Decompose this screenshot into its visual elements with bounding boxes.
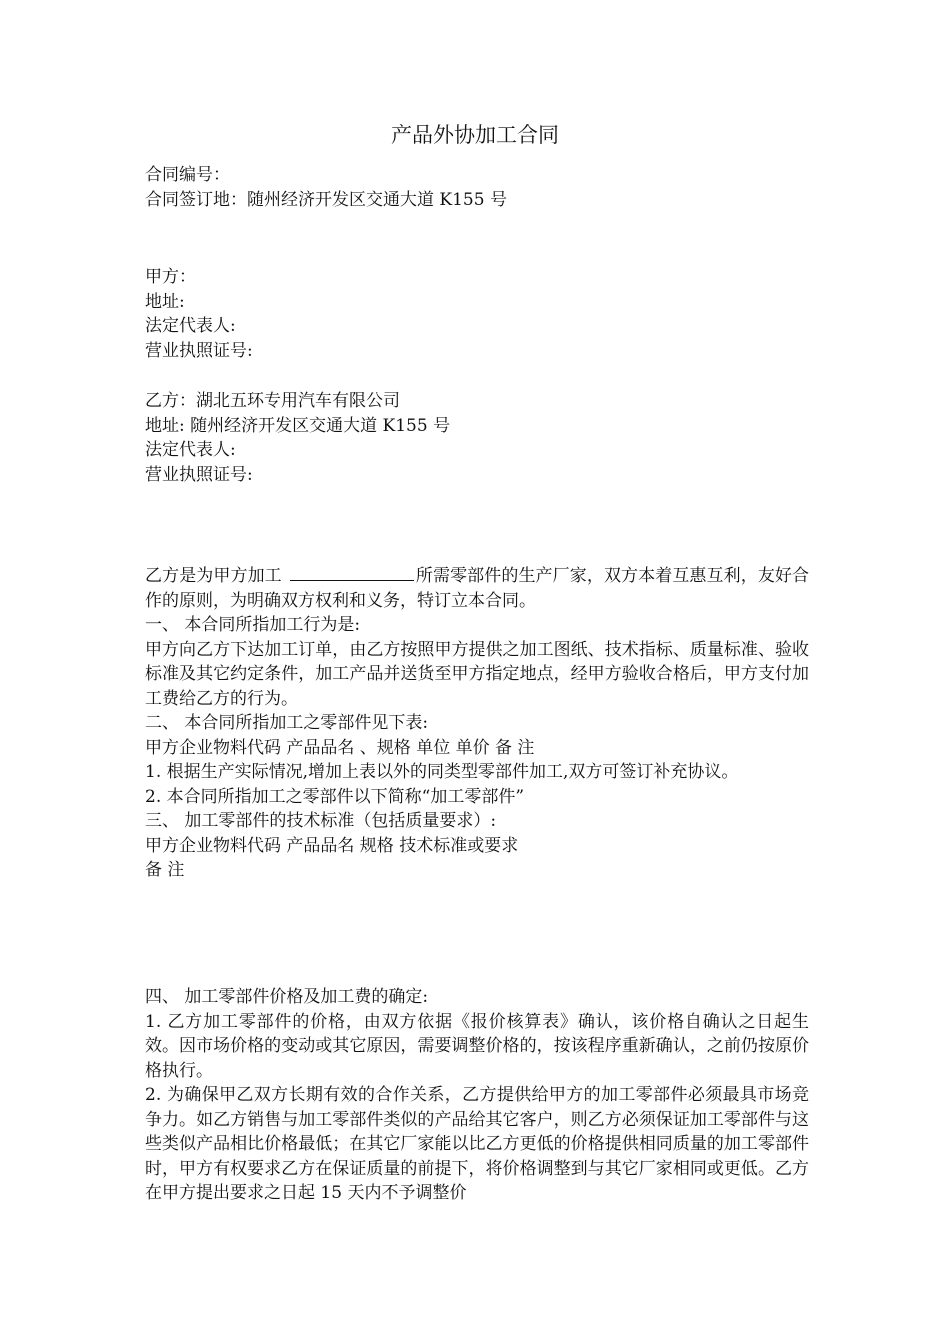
intro-text-before: 乙方是为甲方加工 [145,566,282,586]
section-2-heading: 二、 本合同所指加工之零部件见下表: [145,713,429,733]
contract-number: 合同编号： [145,165,230,185]
section-4-heading: 四、 加工零部件价格及加工费的确定: [145,987,429,1007]
section-4-item-1: 1. 乙方加工零部件的价格，由双方依据《报价核算表》确认，该价格自确认之日起生效。因市场价格的变动或其它原因，需要调整价格的，按该程序重新确认，之前仍按原价格执行。 [145,1011,809,1081]
intro-paragraph [145,563,809,613]
party-b-address: 地址: 随州经济开发区交通大道 K155 号 [145,415,451,436]
contract-sign-place: 合同签订地：随州经济开发区交通大道 K155 号 [145,189,507,210]
party-a-name: 甲方： [145,267,196,287]
section-2-item-1: 1. 根据生产实际情况,增加上表以外的同类型零部件加工,双方可签订补充协议。 [145,762,739,782]
section-3-table-header: 甲方企业物料代码 产品品名 规格 技术标准或要求 [145,835,519,856]
section-3-heading: 三、 加工零部件的技术标准（包括质量要求）: [145,811,497,831]
intro-text-after: 所需零部件的生产厂家，双方本着互惠互利，友好合作的原则，为明确双方权利和义务，特订立本合同。 [145,566,810,611]
contract-header-block [145,163,809,212]
party-b-name: 乙方：湖北五环专用汽车有限公司 [145,391,400,411]
contract-body-part2 [145,985,809,1206]
section-1-heading: 一、 本合同所指加工行为是: [145,615,361,635]
document-title: 产品外协加工合同 [391,123,559,147]
product-name-blank [290,563,414,581]
party-a-block [145,265,809,363]
party-b-block [145,389,809,487]
section-2-item-2: 2. 本合同所指加工之零部件以下简称“加工零部件” [145,786,525,807]
party-a-legal-rep: 法定代表人: [145,316,236,336]
contract-body-part1 [145,563,809,883]
party-a-license: 营业执照证号: [145,340,253,361]
section-1-body: 甲方向乙方下达加工订单，由乙方按照甲方提供之加工图纸、技术指标、质量标准、验收标准及其它约定条件，加工产品并送货至甲方指定地点，经甲方验收合格后，甲方支付加工费给乙方的行为。 [145,639,809,709]
party-a-address: 地址: [145,291,185,312]
section-2-table-header: 甲方企业物料代码 产品品名 、规格 单位 单价 备 注 [145,737,535,758]
section-4-item-2: 2. 为确保甲乙双方长期有效的合作关系，乙方提供给甲方的加工零部件必须最具市场竞争力。如乙方销售与加工零部件类似的产品给其它客户，则乙方必须保证加工零部件与这些类似产品相比价格最低；在其它厂家能以比乙方更低的价格提供相同质量的加工零部件时，甲方有权要求乙方在保证质量的前提下，将价格调整到与其它厂家相同或更低。乙方在甲方提出要求之日起 15 天内不予调整价 [145,1085,809,1203]
party-b-legal-rep: 法定代表人: [145,440,236,460]
section-3-table-header-remarks: 备 注 [145,860,185,880]
party-b-license: 营业执照证号: [145,464,253,485]
